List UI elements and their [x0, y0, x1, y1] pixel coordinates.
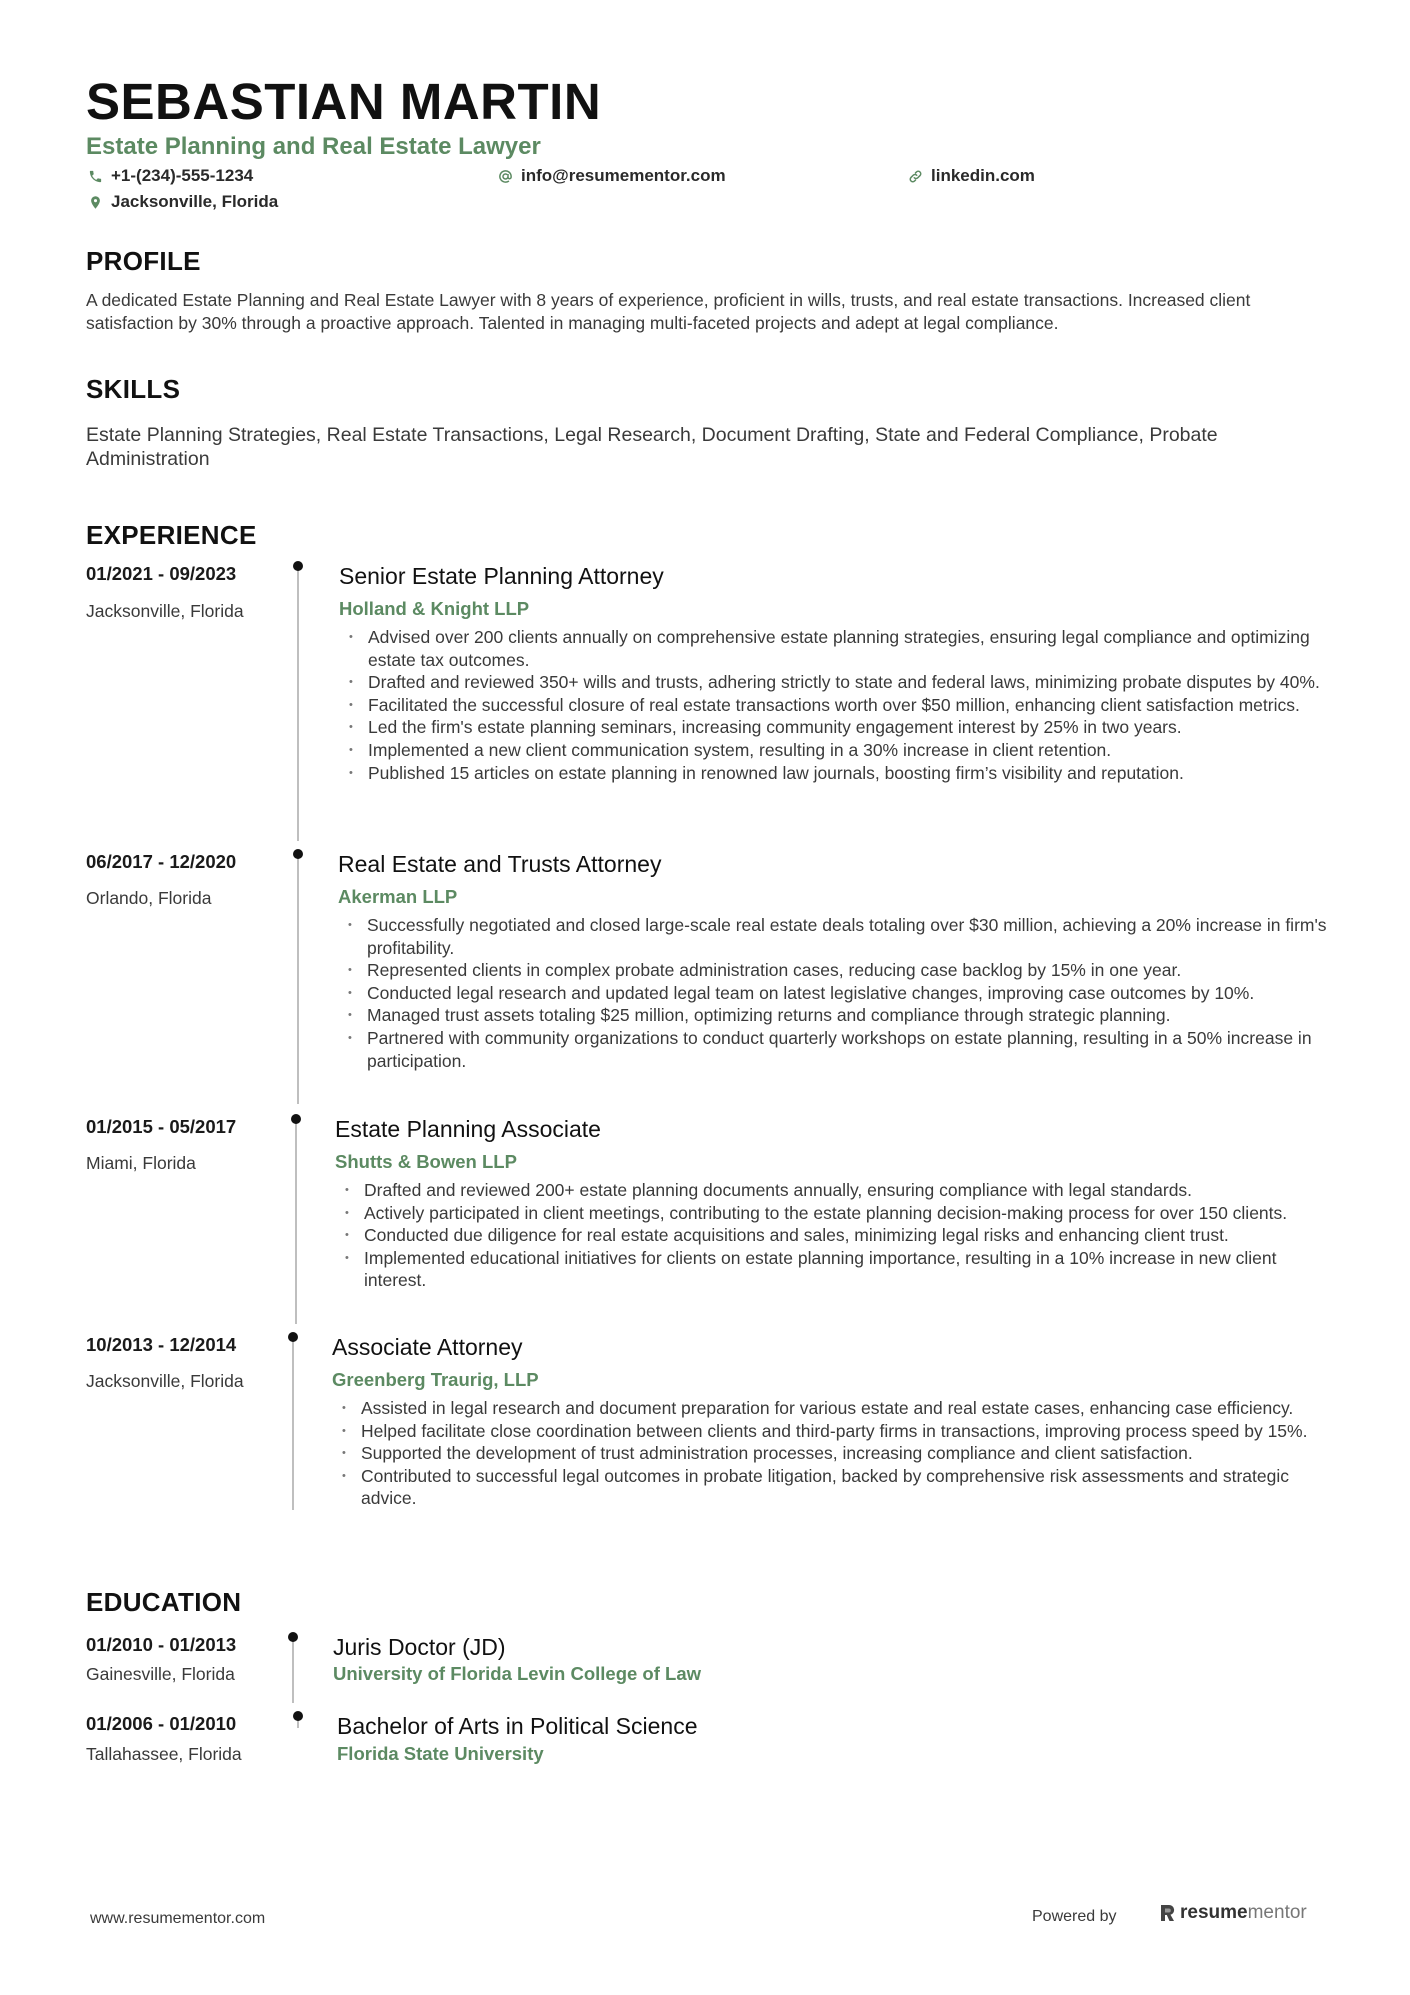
location-pin-icon	[86, 193, 104, 211]
edu-location: Tallahassee, Florida	[86, 1744, 242, 1764]
job-company: Holland & Knight LLP	[339, 598, 530, 619]
list-item: • Conducted legal research and updated legal team on latest legislative changes, improving case outcomes by 10%.	[341, 982, 1341, 1005]
edu-location: Gainesville, Florida	[86, 1664, 235, 1684]
edu-school: Florida State University	[337, 1743, 544, 1764]
timeline-line	[297, 854, 299, 1104]
list-item: • Published 15 articles on estate planning in renowned law journals, boosting firm’s visibility and reputation.	[342, 762, 1342, 785]
job-bullets	[338, 1179, 1338, 1292]
job-location: Orlando, Florida	[86, 888, 212, 908]
edu-school: University of Florida Levin College of Law	[333, 1663, 702, 1684]
experience-heading: EXPERIENCE	[86, 520, 257, 550]
list-item: • Conducted due diligence for real estate acquisitions and sales, minimizing legal risks and enhancing client trust.	[338, 1224, 1338, 1247]
brand-part2: mentor	[1247, 1902, 1307, 1923]
timeline-line	[292, 1337, 294, 1510]
phone-icon	[86, 167, 104, 185]
email-text[interactable]: info@resumementor.com	[521, 166, 726, 185]
contact-linkedin	[906, 166, 1035, 186]
job-dates: 06/2017 - 12/2020	[86, 851, 237, 872]
candidate-title: Estate Planning and Real Estate Lawyer	[86, 133, 541, 160]
list-item: • Drafted and reviewed 200+ estate planning documents annually, ensuring compliance with legal standards.	[338, 1179, 1338, 1202]
job-company: Akerman LLP	[338, 886, 458, 907]
timeline-line	[292, 1637, 294, 1703]
contact-phone	[86, 166, 253, 186]
job-role: Real Estate and Trusts Attorney	[338, 851, 662, 877]
timeline-dot	[293, 1711, 303, 1721]
job-location: Jacksonville, Florida	[86, 1371, 244, 1391]
list-item: • Assisted in legal research and document preparation for various estate and real estate cases, enhancing case efficiency.	[335, 1397, 1335, 1420]
list-item: • Facilitated the successful closure of real estate transactions worth over $50 million, enhancing client satisfaction metrics.	[342, 694, 1342, 717]
powered-by-text: Powered by	[1032, 1908, 1117, 1925]
list-item: • Contributed to successful legal outcomes in probate litigation, backed by comprehensive risk assessments and strategic advice.	[335, 1465, 1335, 1510]
timeline-line	[295, 1119, 297, 1324]
location-text: Jacksonville, Florida	[111, 192, 279, 211]
footer-url[interactable]: www.resumementor.com	[90, 1910, 266, 1927]
brand-logo[interactable]	[1160, 1902, 1307, 1924]
linkedin-text[interactable]: linkedin.com	[931, 166, 1035, 185]
list-item: • Successfully negotiated and closed large-scale real estate deals totaling over $30 million, achieving a 20% increase in firm's profitability.	[341, 914, 1341, 959]
job-company: Shutts & Bowen LLP	[335, 1151, 517, 1172]
list-item: • Actively participated in client meetings, contributing to the estate planning decision-making process for over 150 clients.	[338, 1202, 1338, 1225]
job-bullets	[342, 626, 1342, 784]
brand-mark-icon	[1160, 1903, 1176, 1923]
list-item: • Implemented a new client communication system, resulting in a 30% increase in client retention.	[342, 739, 1342, 762]
candidate-name: SEBASTIAN MARTIN	[86, 73, 602, 130]
job-role: Estate Planning Associate	[335, 1116, 601, 1142]
edu-dates: 01/2006 - 01/2010	[86, 1713, 237, 1734]
list-item: • Drafted and reviewed 350+ wills and trusts, adhering strictly to state and federal laws, minimizing probate disputes by 40%.	[342, 671, 1342, 694]
list-item: • Helped facilitate close coordination between clients and third-party firms in transactions, improving process speed by 15%.	[335, 1420, 1335, 1443]
timeline-dot	[293, 849, 303, 859]
list-item: • Implemented educational initiatives for clients on estate planning importance, resulting in a 10% increase in new client interest.	[338, 1247, 1338, 1292]
list-item: • Supported the development of trust administration processes, increasing compliance and client satisfaction.	[335, 1442, 1335, 1465]
list-item: • Managed trust assets totaling $25 million, optimizing returns and compliance through strategic planning.	[341, 1004, 1341, 1027]
job-bullets	[341, 914, 1341, 1072]
timeline-line	[297, 566, 299, 841]
at-icon	[496, 167, 514, 185]
link-icon	[906, 167, 924, 185]
timeline-dot	[288, 1332, 298, 1342]
job-dates: 01/2021 - 09/2023	[86, 563, 237, 584]
timeline-dot	[291, 1114, 301, 1124]
timeline-dot	[293, 561, 303, 571]
job-location: Jacksonville, Florida	[86, 601, 244, 621]
list-item: • Partnered with community organizations to conduct quarterly workshops on estate planning, resulting in a 50% increase in participation.	[341, 1027, 1341, 1072]
brand-part1: resume	[1180, 1902, 1248, 1923]
edu-degree: Bachelor of Arts in Political Science	[337, 1713, 698, 1739]
phone-text[interactable]: +1-(234)-555-1234	[111, 166, 254, 185]
job-dates: 01/2015 - 05/2017	[86, 1116, 237, 1137]
education-heading: EDUCATION	[86, 1587, 242, 1617]
list-item: • Represented clients in complex probate administration cases, reducing case backlog by 15% in one year.	[341, 959, 1341, 982]
job-dates: 10/2013 - 12/2014	[86, 1334, 237, 1355]
edu-dates: 01/2010 - 01/2013	[86, 1634, 237, 1655]
list-item: • Led the firm's estate planning seminars, increasing community engagement interest by 25% in two years.	[342, 716, 1342, 739]
job-bullets	[335, 1397, 1335, 1510]
job-company: Greenberg Traurig, LLP	[332, 1369, 539, 1390]
job-location: Miami, Florida	[86, 1153, 196, 1173]
skills-text: Estate Planning Strategies, Real Estate Transactions, Legal Research, Document Drafting, State and Federal Compliance, Probate Administration	[86, 424, 1218, 470]
skills-heading: SKILLS	[86, 374, 181, 404]
edu-degree: Juris Doctor (JD)	[333, 1634, 506, 1660]
list-item: • Advised over 200 clients annually on comprehensive estate planning strategies, ensuring legal compliance and optimizing estate tax outcomes.	[342, 626, 1342, 671]
job-role: Senior Estate Planning Attorney	[339, 563, 664, 589]
contact-location	[86, 192, 278, 212]
job-role: Associate Attorney	[332, 1334, 523, 1360]
profile-text: A dedicated Estate Planning and Real Estate Lawyer with 8 years of experience, proficient in wills, trusts, and real estate transactions. Increased client satisfaction by 30% through a proactive approach. Talented in managing multi-faceted projects and adept at legal compliance.	[86, 290, 1251, 333]
timeline-dot	[288, 1632, 298, 1642]
profile-heading: PROFILE	[86, 246, 201, 276]
contact-email	[496, 166, 726, 186]
